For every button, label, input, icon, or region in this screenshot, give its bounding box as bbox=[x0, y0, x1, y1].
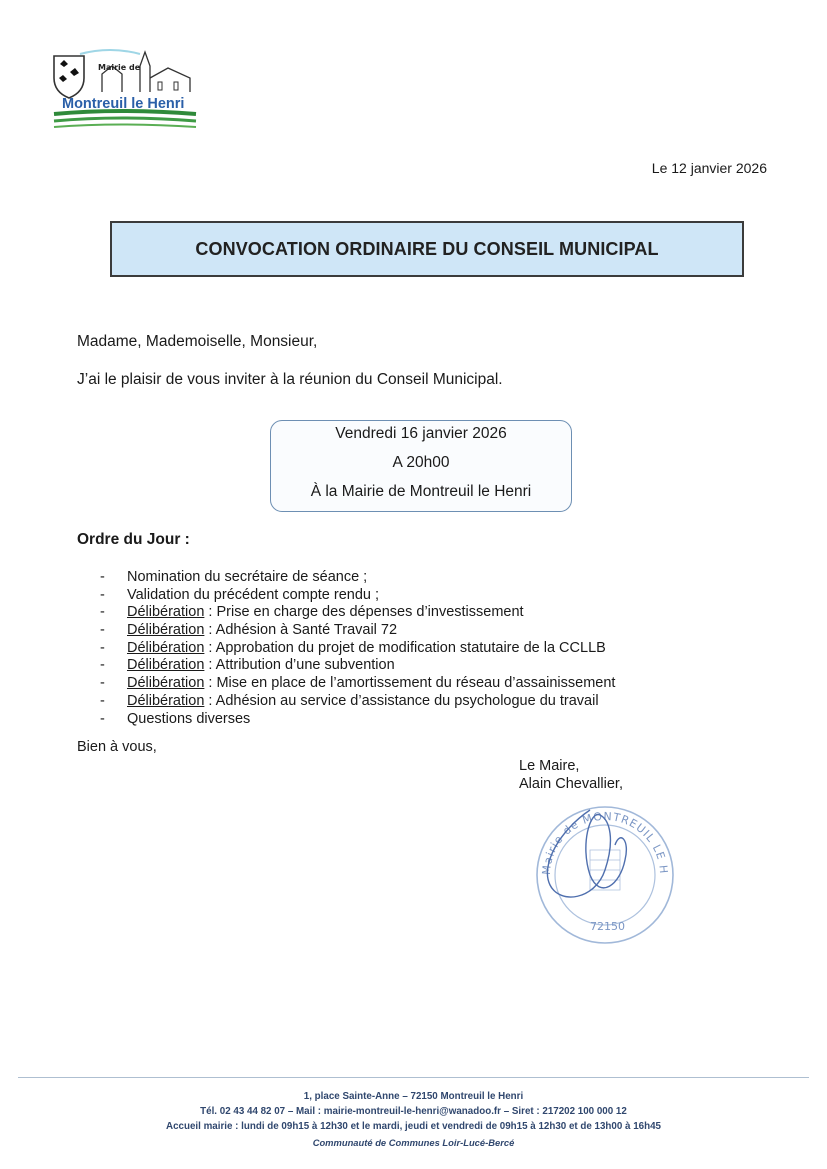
title-banner bbox=[110, 221, 744, 277]
agenda-bullet: - bbox=[100, 622, 105, 639]
agenda-item-text: : Attribution d’une subvention bbox=[204, 657, 395, 674]
agenda-bullet: - bbox=[100, 639, 105, 656]
agenda-item-prefix: Délibération bbox=[127, 692, 205, 709]
agenda-item-prefix: Délibération bbox=[127, 604, 205, 621]
agenda-item-prefix: Délibération bbox=[127, 657, 205, 674]
agenda-item bbox=[100, 693, 615, 711]
footer-divider bbox=[18, 1077, 809, 1078]
document-title: CONVOCATION ORDINAIRE DU CONSEIL MUNICIPAL bbox=[195, 238, 659, 259]
closing: Bien à vous, bbox=[77, 739, 157, 755]
logo-town-name: Montreuil le Henri bbox=[62, 96, 185, 112]
agenda-item-prefix: Délibération bbox=[127, 675, 205, 692]
agenda-list bbox=[100, 569, 615, 728]
agenda-item bbox=[100, 587, 615, 605]
agenda-item bbox=[100, 622, 615, 640]
signature-name: Alain Chevallier, bbox=[519, 776, 623, 792]
agenda-bullet: - bbox=[100, 604, 105, 621]
agenda-item-text: : Adhésion au service d’assistance du psychologue du travail bbox=[204, 692, 599, 709]
agenda-item-text: : Adhésion à Santé Travail 72 bbox=[204, 622, 398, 639]
agenda-item-text: : Mise en place de l’amortissement du réseau d’assainissement bbox=[204, 675, 616, 692]
agenda-item-text: : Prise en charge des dépenses d’investissement bbox=[204, 604, 524, 621]
intro-paragraph: J’ai le plaisir de vous inviter à la réunion du Conseil Municipal. bbox=[77, 371, 503, 388]
signature-role: Le Maire, bbox=[519, 758, 580, 774]
agenda-item-text: Nomination du secrétaire de séance ; bbox=[127, 569, 368, 585]
meeting-details-box bbox=[270, 420, 572, 512]
agenda-item bbox=[100, 569, 615, 587]
agenda-bullet: - bbox=[100, 586, 105, 603]
meeting-day: Vendredi 16 janvier 2026 bbox=[335, 425, 507, 442]
agenda-item-prefix: Délibération bbox=[127, 639, 205, 656]
svg-text:Mairie de MONTREUIL LE HENRI bbox=[520, 790, 670, 875]
agenda-item-prefix: Délibération bbox=[127, 622, 205, 639]
agenda-bullet: - bbox=[100, 657, 105, 674]
agenda-item bbox=[100, 640, 615, 658]
logo-small-text: Mairie de bbox=[98, 63, 141, 72]
signature-block bbox=[519, 757, 623, 793]
stamp-postcode: 72150 bbox=[590, 920, 625, 933]
agenda-bullet: - bbox=[100, 710, 105, 727]
town-logo bbox=[50, 48, 200, 134]
footer-contact: Tél. 02 43 44 82 07 – Mail : mairie-montreuil-le-henri@wanadoo.fr – Siret : 217202 100 000 12 bbox=[200, 1106, 627, 1117]
stamp-text: Mairie de MONTREUIL LE H bbox=[539, 809, 671, 876]
agenda-item bbox=[100, 675, 615, 693]
agenda-item-text: Questions diverses bbox=[127, 710, 251, 727]
agenda-item bbox=[100, 657, 615, 675]
meeting-time: A 20h00 bbox=[392, 454, 450, 471]
agenda-item-text: Validation du précédent compte rendu ; bbox=[127, 586, 380, 603]
footer-address: 1, place Sainte-Anne – 72150 Montreuil le Henri bbox=[303, 1091, 524, 1102]
footer-hours: Accueil mairie : lundi de 09h15 à 12h30 et le mardi, jeudi et vendredi de 09h15 à 12h30 et de 13h00 à 16h45 bbox=[166, 1121, 661, 1132]
agenda-bullet: - bbox=[100, 569, 105, 585]
agenda-bullet: - bbox=[100, 675, 105, 692]
greeting: Madame, Mademoiselle, Monsieur, bbox=[77, 333, 318, 350]
agenda-title: Ordre du Jour : bbox=[77, 531, 190, 548]
agenda-bullet: - bbox=[100, 692, 105, 709]
agenda-item bbox=[100, 604, 615, 622]
agenda-item-text: : Approbation du projet de modification statutaire de la CCLLB bbox=[204, 639, 606, 656]
meeting-place: À la Mairie de Montreuil le Henri bbox=[310, 483, 532, 500]
document-date: Le 12 janvier 2026 bbox=[651, 160, 767, 176]
official-stamp bbox=[520, 790, 690, 950]
footer-community: Communauté de Communes Loir-Lucé-Bercé bbox=[312, 1137, 515, 1148]
agenda-item bbox=[100, 711, 615, 729]
